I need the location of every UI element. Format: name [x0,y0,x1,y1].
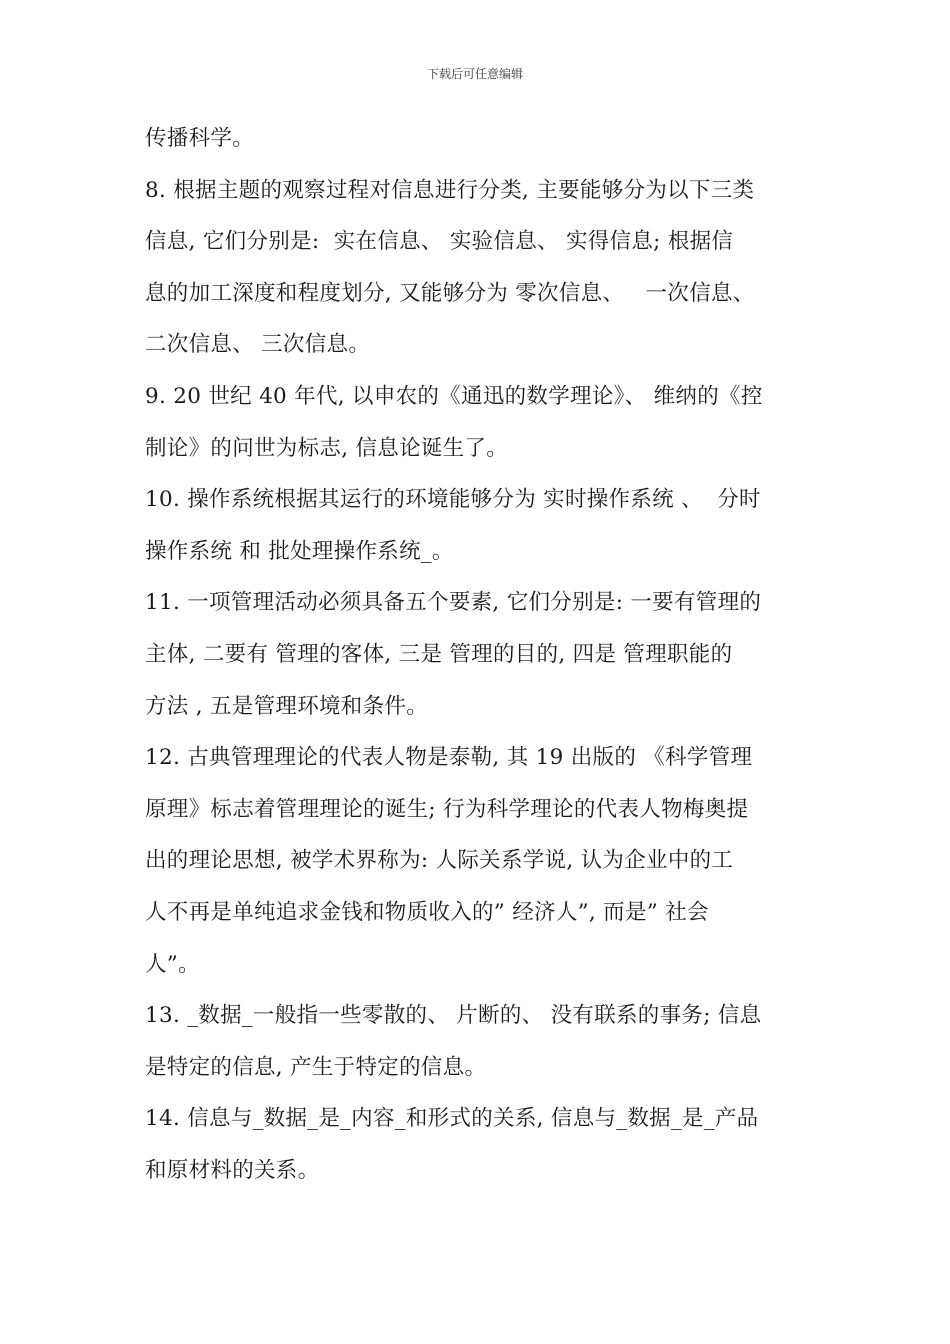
text-line: 二次信息、 三次信息。 [145,332,371,358]
text-line: 是特定的信息, 产生于特定的信息。 [145,1054,487,1080]
text-line: 主体, 二要有 管理的客体, 三是 管理的目的, 四是 管理职能的 [145,641,733,667]
text-line: 信息, 它们分别是: 实在信息、 实验信息、 实得信息; 根据信 [145,229,734,255]
page-header: 下载后可任意编辑 [426,67,523,81]
question-13 [145,990,810,1093]
text-line: 人不再是单纯追求金钱和物质收入的” 经济人”, 而是” 社会 [145,899,709,925]
paragraph-continuation [145,113,810,165]
text-line: 方法 , 五是管理环境和条件。 [145,693,429,719]
text-line: 制论》的问世为标志, 信息论诞生了。 [145,435,509,461]
text-line: 9. 20 世纪 40 年代, 以申农的《通迅的数学理论》、 维纳的《控 [145,383,763,409]
text-line: 原理》标志着管理理论的诞生; 行为科学理论的代表人物梅奥提 [145,796,749,822]
text-line: 11. 一项管理活动必须具备五个要素, 它们分别是: 一要有管理的 [145,590,762,616]
question-11 [145,577,810,732]
question-10 [145,474,810,577]
question-8 [145,165,810,371]
text-line: 息的加工深度和程度划分, 又能够分为 零次信息、 一次信息、 [145,280,755,306]
text-line: 13. _数据_一般指一些零散的、 片断的、 没有联系的事务; 信息 [145,1003,762,1029]
text-line: 和原材料的关系。 [145,1157,320,1183]
question-9 [145,371,810,474]
text-line: 操作系统 和 批处理操作系统_。 [145,538,454,564]
question-14 [145,1093,810,1196]
text-line: 10. 操作系统根据其运行的环境能够分为 实时操作系统 、 分时 [145,487,761,513]
document-body [145,113,810,1196]
text-line: 传播科学。 [145,126,255,151]
text-line: 人”。 [145,951,200,977]
text-line: 12. 古典管理理论的代表人物是泰勒, 其 19 出版的 《科学管理 [145,745,753,771]
text-line: 8. 根据主题的观察过程对信息进行分类, 主要能够分为以下三类 [145,177,755,203]
question-12 [145,732,810,990]
text-line: 出的理论思想, 被学术界称为: 人际关系学说, 认为企业中的工 [145,848,734,874]
text-line: 14. 信息与_数据_是_内容_和形式的关系, 信息与_数据_是_产品 [145,1106,759,1132]
